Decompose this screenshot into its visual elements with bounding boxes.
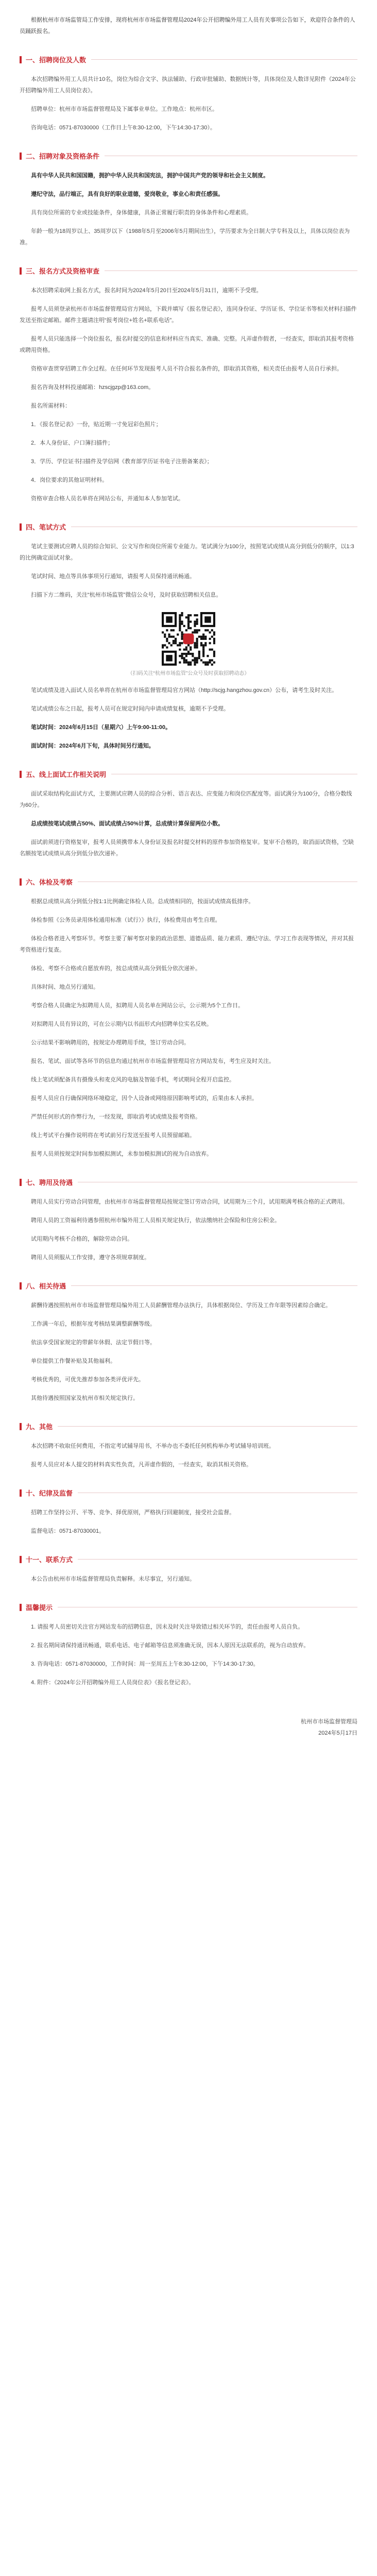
heading-divider <box>78 1559 357 1560</box>
qr-code-icon <box>162 612 215 666</box>
paragraph: 本公告由杭州市市场监督管理局负责解释。未尽事宜，另行通知。 <box>31 1576 195 1582</box>
section-heading <box>20 1421 357 1431</box>
paragraph: 扫描下方二维码，关注“杭州市场监管”微信公众号，及时获取招聘相关信息。 <box>31 592 222 598</box>
paragraph: 报考人员须登录杭州市市场监督管理局官方网站，下载并填写《报名登记表》，连同身份证、学历证书、学位证书等相关材料扫描件发送至指定邮箱。邮件主题请注明“报考岗位+姓名+联系电话”。 <box>20 306 357 324</box>
footer-org: 杭州市市场监督管理局 <box>301 1719 357 1725</box>
paragraph: 1．《报名登记表》一份，贴近期一寸免冠彩色照片； <box>31 421 162 428</box>
heading-divider <box>58 1426 357 1427</box>
paragraph: 2．本人身份证、户口簿扫描件； <box>31 440 114 446</box>
section-title: 六、体检及考察 <box>26 878 73 886</box>
paragraph: 报考人员只能选择一个岗位报名，报名时提交的信息和材料应当真实、准确、完整。凡弄虚作假者，一经查实，即取消其报考资格或聘用资格。 <box>20 336 354 353</box>
section <box>20 1488 357 1537</box>
paragraph: 面试采取结构化面试方式，主要测试应聘人员的综合分析、语言表达、应变能力和岗位匹配度等。面试满分为100分，合格分数线为60分。 <box>20 791 352 808</box>
section-heading <box>20 1281 357 1291</box>
paragraph: 聘用人员实行劳动合同管理，由杭州市市场监督管理局按规定签订劳动合同，试用期为三个月，试用期满考核合格的正式聘用。 <box>31 1199 348 1205</box>
heading-divider <box>91 59 357 60</box>
paragraph: 试用期内考核不合格的，解除劳动合同。 <box>31 1236 133 1242</box>
section <box>20 1421 357 1470</box>
paragraph: 根据总成绩从高分到低分按1:1比例确定体检人员。总成绩相同的，按面试成绩高低排序。 <box>31 899 254 905</box>
paragraph: 4. 附件：《2024年公开招聘编外用工人员岗位表》《报名登记表》。 <box>31 1680 195 1686</box>
paragraph: 公示结果不影响聘用的，按规定办理聘用手续，签订劳动合同。 <box>31 1040 190 1046</box>
paragraph: 4．岗位要求的其他证明材料。 <box>31 477 108 483</box>
section-heading <box>20 1602 357 1612</box>
paragraph: 笔试时间、地点等具体事项另行通知，请报考人员保持通讯畅通。 <box>31 573 195 580</box>
section-heading <box>20 151 357 161</box>
section-title: 八、相关待遇 <box>26 1282 66 1290</box>
paragraph: 本次招聘采取网上报名方式，报名时间为2024年5月20日至2024年5月31日，逾期不予受理。 <box>31 287 262 294</box>
qr-code-block <box>20 612 357 666</box>
paragraph: 报名咨询及材料投递邮箱：hzscjgzp@163.com。 <box>31 384 155 391</box>
paragraph: 本次招聘编外用工人员共计10名，岗位为综合文字、执法辅助、行政审批辅助、数据统计等，具体岗位及人数详见附件《2024年公开招聘编外用工人员岗位表》。 <box>20 76 356 94</box>
section-title: 五、线上面试工作相关说明 <box>26 771 107 778</box>
heading-marker-icon <box>20 1282 22 1290</box>
paragraph: 1. 请报考人员密切关注官方网站发布的招聘信息，因未及时关注导致错过相关环节的，责任由报考人员自负。 <box>31 1624 304 1630</box>
paragraph: 笔试时间：2024年6月15日（星期六）上午9:00-11:00。 <box>31 724 172 731</box>
section-title: 十、纪律及监督 <box>26 1489 73 1497</box>
footer <box>20 1716 357 1739</box>
paragraph: 对拟聘用人员有异议的，可在公示期内以书面形式向招聘单位实名反映。 <box>31 1021 212 1027</box>
paragraph: 3. 咨询电话：0571-87030000，工作时间：周一至周五上午8:30-12:00，下午14:30-17:30。 <box>31 1661 259 1667</box>
heading-marker-icon <box>20 1556 22 1563</box>
section-title: 三、报名方式及资格审查 <box>26 267 100 275</box>
paragraph: 年龄一般为18周岁以上、35周岁以下（1988年5月至2006年5月期间出生），学历要求为全日制大学专科及以上，具体以岗位表为准。 <box>20 228 350 246</box>
heading-marker-icon <box>20 56 22 63</box>
heading-divider <box>105 270 357 271</box>
paragraph: 报名、笔试、面试等各环节的信息均通过杭州市市场监督管理局官方网站发布，考生应及时关注。 <box>31 1058 275 1064</box>
heading-marker-icon <box>20 267 22 275</box>
heading-marker-icon <box>20 1179 22 1186</box>
paragraph: 报考人员应对本人提交的材料真实性负责，凡弄虚作假的，一经查实，取消其相关资格。 <box>31 1462 252 1468</box>
paragraph: 报名所需材料： <box>31 403 71 409</box>
paragraph: 聘用人员的工资福利待遇参照杭州市编外用工人员相关规定执行，依法缴纳社会保险和住房公积金。 <box>31 1217 280 1224</box>
section-title: 九、其他 <box>26 1423 53 1431</box>
section-heading <box>20 1488 357 1498</box>
paragraph: 资格审查贯穿招聘工作全过程。在任何环节发现报考人员不符合报名条件的，即取消其资格，相关责任由报考人员自行承担。 <box>31 366 342 372</box>
paragraph: 聘用人员须服从工作安排，遵守各项规章制度。 <box>31 1255 150 1261</box>
intro-paragraph: 根据杭州市市场监管局工作安排，现将杭州市市场监督管理局2024年公开招聘编外用工人员有关事项公告如下，欢迎符合条件的人员踊跃报名。 <box>20 17 355 35</box>
section <box>20 55 357 133</box>
paragraph: 体检合格者进入考察环节。考察主要了解考察对象的政治思想、道德品质、能力素质、遵纪守法、学习工作表现等情况，并对其报考资格进行复查。 <box>20 936 354 953</box>
section-title: 四、笔试方式 <box>26 523 66 531</box>
paragraph: 报考人员应自行确保网络环境稳定，因个人设备或网络原因影响考试的，后果由本人承担。 <box>31 1095 258 1101</box>
section <box>20 522 357 752</box>
paragraph: 3．学历、学位证书扫描件及学信网《教育部学历证书电子注册备案表》； <box>31 459 213 465</box>
paragraph: 具有中华人民共和国国籍，拥护中华人民共和国宪法，拥护中国共产党的领导和社会主义制度。 <box>31 173 269 179</box>
paragraph: 考察合格人员确定为拟聘用人员，拟聘用人员名单在网站公示，公示期为5个工作日。 <box>31 1003 244 1009</box>
paragraph: 考核优秀的，可优先推荐参加各类评优评先。 <box>31 1377 144 1383</box>
section-title: 温馨提示 <box>26 1604 53 1612</box>
heading-divider <box>71 1285 357 1286</box>
section <box>20 151 357 248</box>
paragraph: 具体时间、地点另行通知。 <box>31 984 99 990</box>
paragraph: 监督电话：0571-87030001。 <box>31 1528 105 1534</box>
section <box>20 266 357 504</box>
paragraph: 遵纪守法，品行端正，具有良好的职业道德，爱岗敬业，事业心和责任感强。 <box>31 191 224 197</box>
paragraph: 面试时间：2024年6月下旬，具体时间另行通知。 <box>31 743 155 749</box>
paragraph: 具有岗位所需的专业或技能条件，身体健康，具备正常履行职责的身体条件和心理素质。 <box>31 210 252 216</box>
heading-marker-icon <box>20 152 22 160</box>
heading-marker-icon <box>20 523 22 531</box>
sections-container <box>20 55 357 1688</box>
paragraph: 本次招聘不收取任何费用，不指定考试辅导用书，不举办也不委托任何机构举办考试辅导培训班。 <box>31 1443 275 1449</box>
paragraph: 其他待遇按照国家及杭州市相关规定执行。 <box>31 1395 139 1401</box>
heading-marker-icon <box>20 771 22 778</box>
paragraph: 笔试主要测试应聘人员的综合知识、公文写作和岗位所需专业能力。笔试满分为100分，按照笔试成绩从高分到低分的顺序，以1:3的比例确定面试对象。 <box>20 544 354 561</box>
section-heading <box>20 266 357 276</box>
paragraph: 总成绩按笔试成绩占50%、面试成绩占50%计算，总成绩计算保留两位小数。 <box>31 821 224 827</box>
paragraph: 单位提供工作餐补贴及其他福利。 <box>31 1358 116 1364</box>
section <box>20 1554 357 1585</box>
paragraph: 咨询电话：0571-87030000（工作日上午8:30-12:00，下午14:30-17:30）。 <box>31 125 216 131</box>
paragraph: 体检、考察不合格或自愿放弃的，按总成绩从高分到低分依次递补。 <box>31 965 201 972</box>
heading-marker-icon <box>20 1604 22 1611</box>
section <box>20 1602 357 1688</box>
paragraph: 资格审查合格人员名单将在网站公布，并通知本人参加笔试。 <box>31 496 184 502</box>
paragraph: 笔试成绩及进入面试人员名单将在杭州市市场监督管理局官方网站（http://scjg.hangzhou.gov.cn）公布，请考生及时关注。 <box>31 687 338 693</box>
section-title: 七、聘用及待遇 <box>26 1179 73 1187</box>
paragraph: 笔试成绩公布之日起，报考人员可在规定时间内申请成绩复核，逾期不予受理。 <box>31 706 229 712</box>
paragraph: 面试前须进行资格复审，报考人员须携带本人身份证及报名时提交材料的原件参加资格复审。复审不合格的，取消面试资格，空缺名额按笔试成绩从高分到低分依次递补。 <box>20 839 354 857</box>
paragraph: 报考人员须按规定时间参加模拟测试，未参加模拟测试的视为自动放弃。 <box>31 1151 212 1157</box>
section-title: 二、招聘对象及资格条件 <box>26 152 100 160</box>
heading-marker-icon <box>20 878 22 886</box>
section-title: 十一、联系方式 <box>26 1556 73 1564</box>
paragraph: 2. 报名期间请保持通讯畅通，联系电话、电子邮箱等信息须准确无误，因本人原因无法联系的，视为自动放弃。 <box>31 1642 310 1649</box>
heading-marker-icon <box>20 1423 22 1430</box>
paragraph: 工作满一年后，根据年度考核结果调整薪酬等级。 <box>31 1321 156 1327</box>
paragraph: 体检参照《公务员录用体检通用标准（试行）》执行，体检费用由考生自理。 <box>31 917 221 923</box>
paragraph: 依法享受国家规定的带薪年休假、法定节假日等。 <box>31 1340 156 1346</box>
paragraph: 严禁任何形式的作弊行为，一经发现，即取消考试成绩及报考资格。 <box>31 1114 201 1120</box>
footer-date: 2024年5月17日 <box>318 1730 357 1736</box>
section <box>20 877 357 1160</box>
section-heading <box>20 522 357 532</box>
paragraph: 线上考试平台操作说明将在考试前另行发送至报考人员预留邮箱。 <box>31 1132 195 1139</box>
heading-marker-icon <box>20 1489 22 1497</box>
paragraph: 招聘工作坚持公开、平等、竞争、择优原则，严格执行回避制度，接受社会监督。 <box>31 1510 235 1516</box>
paragraph: 薪酬待遇按照杭州市市场监督管理局编外用工人员薪酬管理办法执行，具体根据岗位、学历及工作年限等因素综合确定。 <box>31 1302 331 1309</box>
section-heading <box>20 769 357 779</box>
section <box>20 1177 357 1263</box>
section-title: 一、招聘岗位及人数 <box>26 56 87 64</box>
section-heading <box>20 55 357 64</box>
paragraph: 线上笔试须配备具有摄像头和麦克风的电脑及智能手机，考试期间全程开启监控。 <box>31 1077 235 1083</box>
qr-caption: （扫码关注“杭州市场监管”公众号及时获取招聘动态） <box>127 671 250 676</box>
section-heading <box>20 877 357 887</box>
paragraph: 招聘单位：杭州市市场监督管理局及下属事业单位。工作地点：杭州市区。 <box>31 106 218 112</box>
section <box>20 1281 357 1404</box>
section-heading <box>20 1554 357 1564</box>
section <box>20 769 357 859</box>
section-heading <box>20 1177 357 1187</box>
